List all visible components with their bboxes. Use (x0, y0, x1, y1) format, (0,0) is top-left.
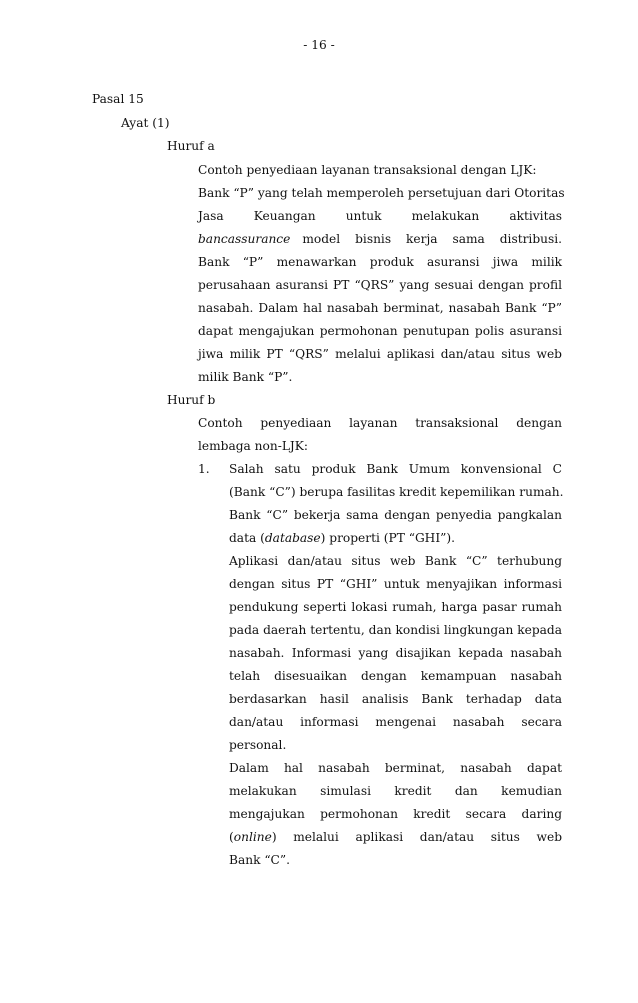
item-line-2: (Bank “C”) berupa fasilitas kredit kepemilikan rumah. (229, 485, 564, 499)
huruf-a-line-6: nasabah. Dalam hal nasabah berminat, nasabah Bank “P” (198, 301, 562, 315)
item-line-18: Bank “C”. (229, 853, 290, 867)
item-line-15: melakukan simulasi kredit dan kemudian (229, 784, 562, 798)
huruf-a-line-8: jiwa milik PT “QRS” melalui aplikasi dan/atau situs web (198, 347, 562, 361)
ayat-heading: Ayat (1) (121, 116, 170, 130)
huruf-b-intro-1: Contoh penyediaan layanan transaksional dengan (198, 416, 562, 430)
item-line-6: dengan situs PT “GHI” untuk menyajikan informasi (229, 577, 562, 591)
item-line-3: Bank “C” bekerja sama dengan penyedia pangkalan (229, 508, 562, 522)
item-line-17-text: ) melalui aplikasi dan/atau situs web (271, 830, 562, 844)
item-line-4-b: ) properti (PT “GHI”). (320, 531, 455, 545)
italic-term-online: online (233, 830, 272, 844)
item-line-1: Salah satu produk Bank Umum konvensional C (229, 462, 562, 476)
item-line-8: pada daerah tertentu, dan kondisi lingkungan kepada (229, 623, 562, 637)
huruf-a-intro: Contoh penyediaan layanan transaksional dengan LJK: (198, 163, 537, 177)
huruf-a-line-3-text: model bisnis kerja sama distribusi. (302, 232, 562, 246)
item-line-4 (229, 531, 455, 545)
item-line-16: mengajukan permohonan kredit secara daring (229, 807, 562, 821)
huruf-b-intro-2: lembaga non-LJK: (198, 439, 309, 453)
item-line-17-open: ( (229, 830, 234, 844)
italic-term-bancassurance: bancassurance (198, 232, 291, 246)
item-line-17 (229, 830, 562, 844)
pasal-heading: Pasal 15 (92, 92, 144, 106)
huruf-a-line-2: Jasa Keuangan untuk melakukan aktivitas (198, 209, 562, 223)
item-line-12: dan/atau informasi mengenai nasabah secara (229, 715, 562, 729)
item-line-5: Aplikasi dan/atau situs web Bank “C” terhubung (229, 554, 562, 568)
item-line-9: nasabah. Informasi yang disajikan kepada nasabah (229, 646, 562, 660)
huruf-a-line-7: dapat mengajukan permohonan penutupan polis asuransi (198, 324, 562, 338)
item-line-7: pendukung seperti lokasi rumah, harga pasar rumah (229, 600, 562, 614)
item-line-11: berdasarkan hasil analisis Bank terhadap data (229, 692, 562, 706)
huruf-a-line-5: perusahaan asuransi PT “QRS” yang sesuai dengan profil (198, 278, 562, 292)
item-line-14: Dalam hal nasabah berminat, nasabah dapat (229, 761, 562, 775)
item-line-10: telah disesuaikan dengan kemampuan nasabah (229, 669, 562, 683)
list-item-number: 1. (198, 462, 210, 476)
huruf-a-heading: Huruf a (167, 139, 215, 153)
huruf-a-line-9: milik Bank “P”. (198, 370, 293, 384)
huruf-a-line-1: Bank “P” yang telah memperoleh persetujuan dari Otoritas (198, 186, 565, 200)
item-line-4-a: data ( (229, 531, 265, 545)
italic-term-database: database (264, 531, 321, 545)
huruf-a-line-4: Bank “P” menawarkan produk asuransi jiwa milik (198, 255, 562, 269)
page-number: - 16 - (303, 38, 335, 52)
huruf-a-line-3 (198, 232, 562, 246)
huruf-b-heading: Huruf b (167, 393, 216, 407)
item-line-13: personal. (229, 738, 287, 752)
